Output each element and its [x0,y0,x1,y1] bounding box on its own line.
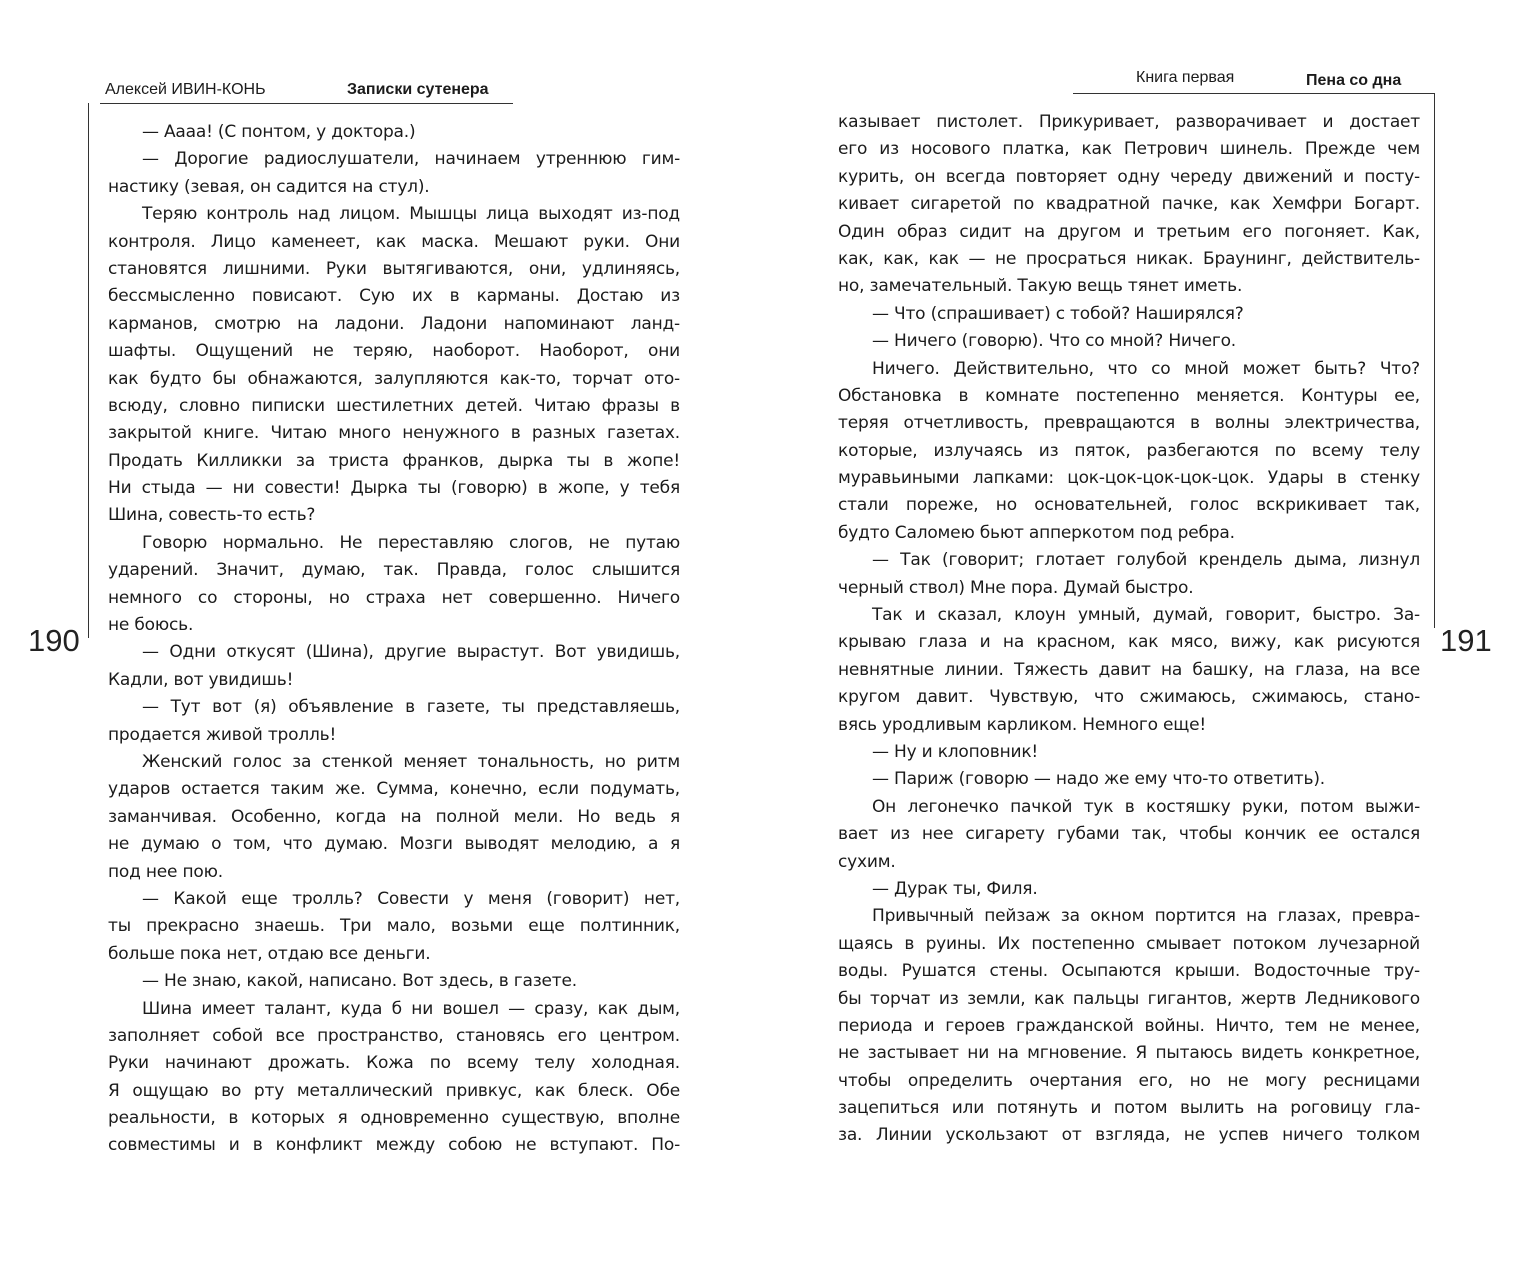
text-line: — Что (спрашивает) с тобой? Наширялся? [872,303,1244,324]
text-line: кивает сигаретой по квадратной пачке, как Хемфри Богарт. [838,194,1420,215]
text-line: заманчивая. Особенно, когда на полной мели. Но ведь я [108,806,680,827]
text-line: — Дорогие радиослушатели, начинаем утреннюю гим- [142,149,680,170]
book-title: Записки сутенера [347,81,489,98]
text-line: заполняет собой все пространство, становясь его центром. [108,1025,680,1046]
right-page [768,0,1537,1270]
book-part: Книга первая [1136,69,1235,86]
header-rule [100,103,513,104]
text-line: — Париж (говорю — надо же ему что-то ответить). [872,769,1325,790]
text-line: Привычный пейзаж за окном портится на глазах, превра- [872,906,1420,927]
author-name: Алексей ИВИН-КОНЬ [105,81,266,98]
text-line: — Тут вот (я) объявление в газете, ты представляешь, [142,697,680,718]
text-line: продается живой тролль! [108,724,337,745]
text-line: немного со стороны, но страха нет совершенно. Ничего [108,587,680,608]
text-line: Ни стыда — ни совести! Дырка ты (говорю) в жопе, у тебя [108,478,680,499]
text-line: но, замечательный. Такую вещь тянет иметь. [838,276,1243,297]
text-line: Ничего. Действительно, что со мной может быть? Что? [872,358,1420,379]
text-line: как будто бы обнажаются, залупляются как-то, торчат ото- [108,368,680,389]
text-line: — Ну и клоповник! [872,741,1039,762]
right-running-head [1136,68,1402,89]
text-line: невнятные линии. Тяжесть давит на башку, на глаза, на все [838,659,1420,680]
text-line: сухим. [838,851,896,872]
text-line: всюду, словно пиписки шестилетних детей. Читаю фразы в [108,395,680,416]
text-line: — Ничего (говорю). Что со мной? Ничего. [872,331,1237,352]
text-line: настику (зевая, он садится на стул). [108,176,430,197]
text-line: его из носового платка, как Петрович шинель. Прежде чем [838,139,1420,160]
text-line: закрытой книге. Читаю много ненужного в разных газетах. [108,423,680,444]
text-line: — Не знаю, какой, написано. Вот здесь, в газете. [142,971,577,992]
left-page [0,0,768,1270]
text-line: Я ощущаю во рту металлический привкус, как блеск. Обе [108,1080,680,1101]
page-number: 190 [28,623,80,658]
text-line: Он легонечко пачкой тук в костяшку руки, потом выжи- [872,796,1420,817]
body-text [108,119,680,1160]
text-line: которые, излучаясь из пяток, разбегаются по всему телу [838,440,1420,461]
text-line: казывает пистолет. Прикуривает, разворачивает и достает [838,112,1420,132]
body-text [838,109,1420,1150]
margin-rule [88,103,89,638]
text-line: Теряю контроль над лицом. Мышцы лица выходят из-под [142,204,680,225]
page-number: 191 [1440,623,1492,658]
text-line: Так и сказал, клоун умный, думай, говорит, быстро. За- [872,605,1420,626]
text-line: бы торчат из земли, как пальцы гигантов, жертв Ледникового [838,988,1420,1009]
text-line: больше пока нет, отдаю все деньги. [108,943,431,964]
text-line: стали пореже, но основательней, голос вскрикивает так, [838,495,1420,516]
text-line: щаясь в руины. Их постепенно смывает потоком лучезарной [838,933,1420,954]
text-line: совместимы и в конфликт между собою не вступают. По- [108,1135,680,1156]
text-line: Женский голос за стенкой меняет тональность, но ритм [142,751,680,772]
text-line: чтобы определить очертания его, но не могу ресницами [838,1070,1420,1091]
text-line: вает из нее сигарету губами так, чтобы кончик ее остался [838,824,1420,845]
text-line: бессмысленно повисают. Сую их в карманы. Достаю из [108,286,680,307]
text-line: будто Саломею бьют апперкотом под ребра. [838,522,1235,543]
text-line: — Одни откусят (Шина), другие вырастут. Вот увидишь, [142,642,680,663]
text-line: Руки начинают дрожать. Кожа по всему телу холодная. [108,1053,680,1074]
text-line: ты прекрасно знаешь. Три мало, возьми еще полтинник, [108,916,680,937]
text-line: — Аааа! (С понтом, у доктора.) [142,122,416,142]
text-line: муравьиными лапками: цок-цок-цок-цок-цок. Удары в стенку [838,468,1420,489]
text-line: Один образ сидит на другом и третьим его погоняет. Как, [838,221,1420,242]
text-line: не боюсь. [108,615,194,636]
text-line: — Какой еще тролль? Совести у меня (говорит) нет, [142,888,680,909]
margin-rule [1434,93,1435,628]
text-line: Шина, совесть-то есть? [108,505,316,526]
header-rule [1073,93,1435,94]
text-line: контроля. Лицо каменеет, как маска. Мешают руки. Они [108,231,680,252]
text-line: шафты. Ощущений не теряю, наоборот. Наоборот, они [108,341,680,362]
text-line: Шина имеет талант, куда б ни вошел — сразу, как дым, [142,998,680,1019]
text-line: курить, он всегда повторяет одну череду движений и посту- [838,166,1420,187]
text-line: не думаю о том, что думаю. Мозги выводят мелодию, а я [108,834,680,855]
text-line: — Так (говорит; глотает голубой крендель дыма, лизнул [872,550,1420,571]
text-line: Говорю нормально. Не переставляю слогов, не путаю [142,532,680,553]
text-line: теряя отчетливость, превращаются в волны электричества, [838,413,1420,434]
text-line: периода и героев гражданской войны. Ничто, тем не менее, [838,1015,1420,1036]
text-line: не застывает ни на мгновение. Я пытаюсь видеть конкретное, [838,1043,1420,1064]
text-line: — Дурак ты, Филя. [872,878,1038,899]
text-line: карманов, смотрю на ладони. Ладони напоминают ланд- [108,313,680,334]
text-line: Кадли, вот увидишь! [108,669,294,690]
text-line: ударов остается таким же. Сумма, конечно, если подумать, [108,779,680,800]
text-line: черный ствол) Мне пора. Думай быстро. [838,577,1194,598]
text-line: кругом давит. Чувствую, что сжимаюсь, сжимаюсь, стано- [838,687,1420,708]
text-line: вясь уродливым карликом. Немного еще! [838,714,1206,735]
text-line: крываю глаза и на красном, как мясо, вижу, как рисуются [838,632,1420,653]
part-title: Пена со дна [1306,72,1402,89]
text-line: за. Линии ускользают от взгляда, не успев ничего толком [838,1125,1420,1146]
text-line: ударений. Значит, думаю, так. Правда, голос слышится [108,560,680,581]
text-line: Обстановка в комнате постепенно меняется. Контуры ее, [838,385,1420,406]
text-line: реальности, в которых я одновременно существую, вполне [108,1108,680,1129]
text-line: Продать Килликки за триста франков, дырка ты в жопе! [108,450,680,471]
left-running-head [105,80,489,100]
text-line: становятся лишними. Руки вытягиваются, они, удлиняясь, [108,258,680,279]
text-line: под нее пою. [108,861,223,882]
text-line: зацепиться или потянуть и потом вылить на роговицу гла- [838,1098,1420,1119]
text-line: как, как, как — не просраться никак. Браунинг, действитель- [838,248,1420,269]
text-line: воды. Рушатся стены. Осыпаются крыши. Водосточные тру- [838,961,1420,982]
